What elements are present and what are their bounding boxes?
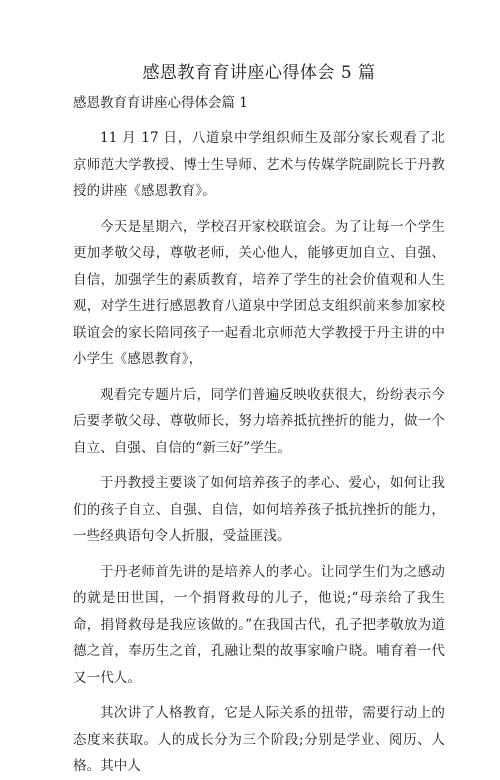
paragraph-3: 观看完专题片后，同学们普遍反映收获很大，纷纷表示今后要孝敬父母、尊敬师长，努力培养抵抗挫折的能力，做一个自立、自强、自信的“新三好”学生。 bbox=[73, 386, 445, 456]
paragraph-2: 今天是星期六，学校召开家校联谊会。为了让每一个学生更加孝敬父母，尊敬老师，关心他人，能够更加自立、自强、自信，加强学生的素质教育，培养了学生的社会价值观和人生观，对学生进行感恩教育八道泉中学团总支组织前来参加家校联谊会的家长陪同孩子一起看北京师范大学教授于丹主讲的中小学生《感恩教育》， bbox=[73, 218, 445, 367]
paragraph-6: 其次讲了人格教育，它是人际关系的扭带，需要行动上的态度来获取。人的成长分为三个阶段;分别是学业、阅历、人格。其中人 bbox=[73, 705, 445, 774]
paragraph-5: 于丹老师首先讲的是培养人的孝心。让同学生们为之感动的就是田世国，一个捐肾救母的儿子，他说;“母亲给了我生命，捐肾救母是我应该做的。”在我国古代，孔子把孝敬放为道德之首，奉历生之首，孔融让梨的故事家喻户晓。哺育着一代又一代人。 bbox=[73, 563, 445, 686]
paragraph-4: 于丹教授主要谈了如何培养孩子的孝心、爱心，如何让我们的孩子自立、自强、自信，如何培养孩子抵抗挫折的能力，一些经典语句令人折服，受益匪浅。 bbox=[73, 475, 445, 544]
section-heading: 感恩教育育讲座心得体会篇 1 bbox=[73, 95, 248, 111]
paragraph-1: 11 月 17 日，八道泉中学组织师生及部分家长观看了北京师范大学教授、博士生导师、艺术与传媒学院副院长于丹教授的讲座《感恩教育》。 bbox=[73, 130, 445, 199]
document-title: 感恩教育育讲座心得体会 5 篇 bbox=[142, 63, 376, 83]
